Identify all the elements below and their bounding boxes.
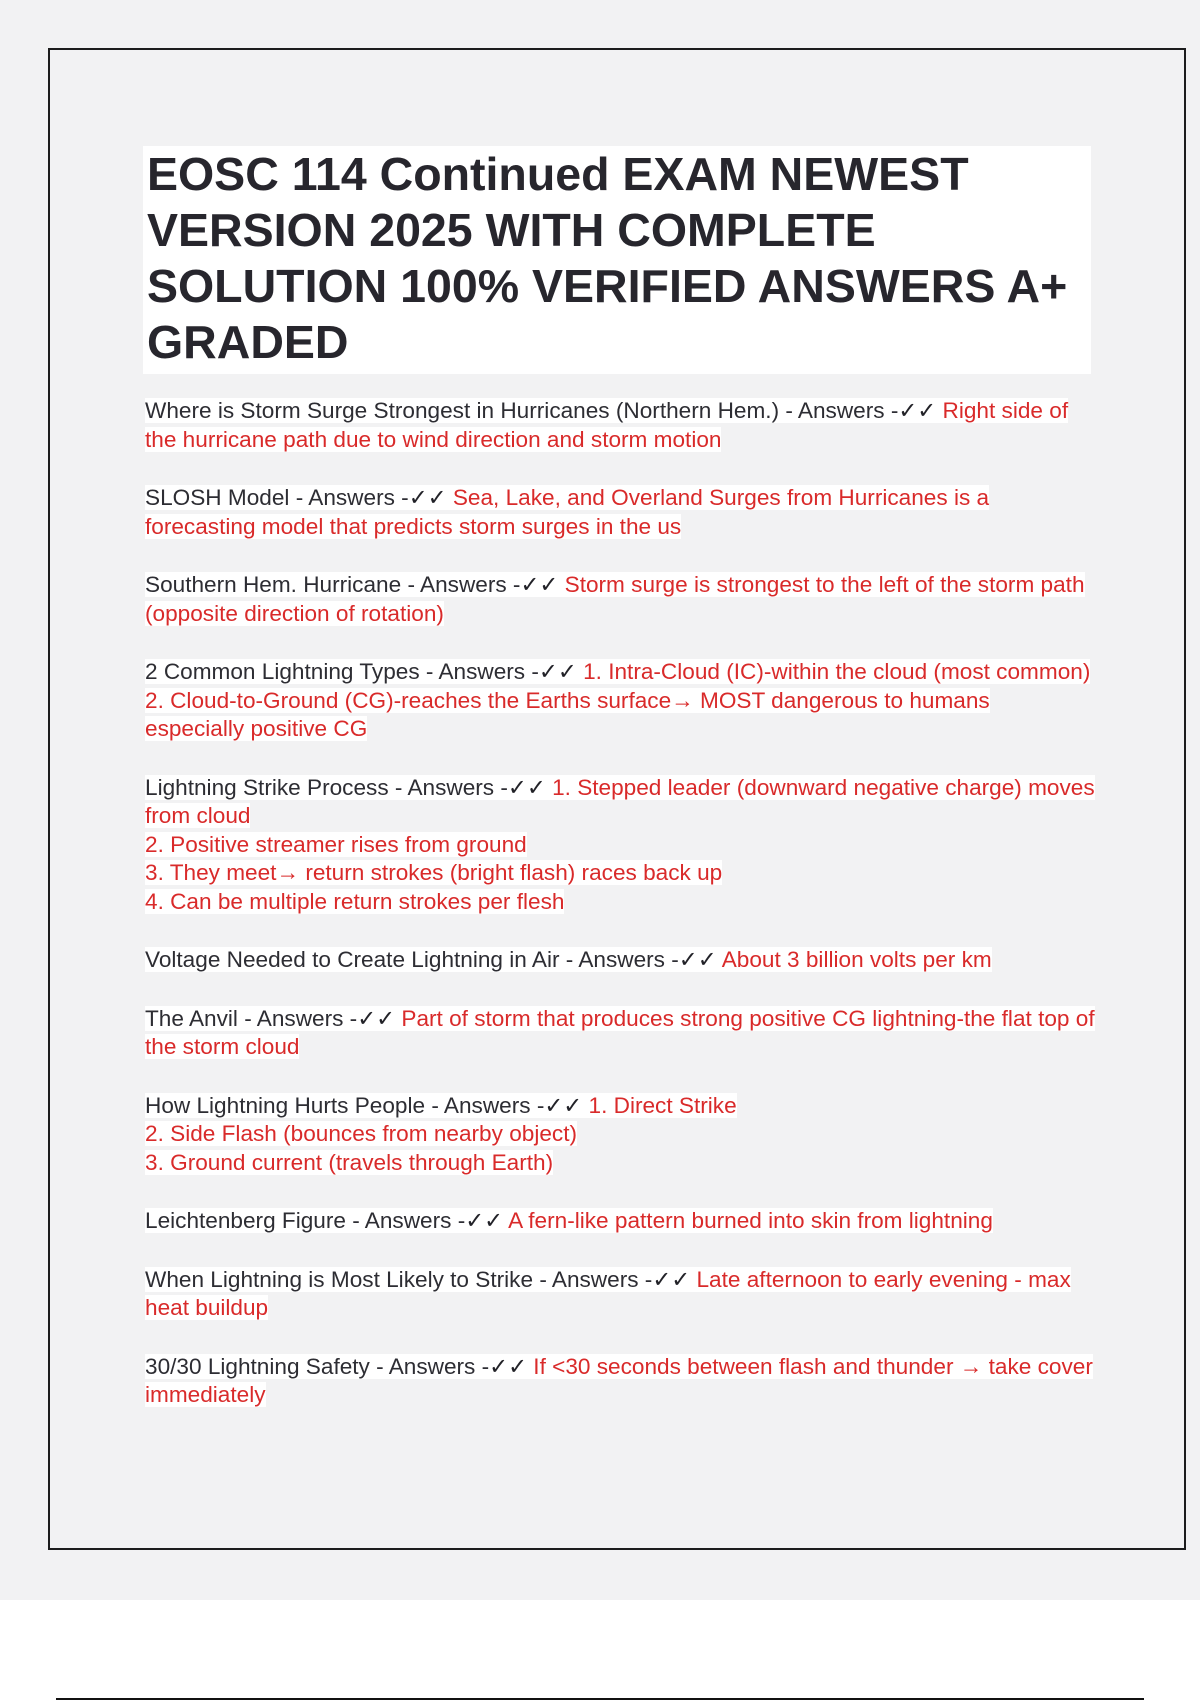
answer-line: Part of storm that produces strong positive CG lightning-the flat top of the storm cloud	[145, 1005, 1095, 1059]
answer-line: 1. Intra-Cloud (IC)-within the cloud (most common)	[583, 659, 1091, 684]
document-title: EOSC 114 Continued EXAM NEWEST VERSION 2025 WITH COMPLETE SOLUTION 100% VERIFIED ANSWERS A+ GRADED	[147, 148, 1068, 368]
answer-separator: - Answers -	[401, 572, 521, 597]
answer-separator: - Answers -	[419, 659, 539, 684]
answer-line: Late afternoon to early evening - max heat buildup	[145, 1266, 1071, 1320]
answer-line: 1. Stepped leader (downward negative charge) moves from cloud	[145, 774, 1095, 828]
qa-item	[145, 571, 1095, 628]
checkmark-icon: ✓✓	[507, 774, 546, 800]
checkmark-icon: ✓✓	[489, 1353, 528, 1379]
answer-separator: - Answers -	[559, 947, 679, 972]
qa-item	[145, 1207, 1095, 1236]
answer-line: 2. Positive streamer rises from ground	[145, 831, 527, 857]
checkmark-icon: ✓✓	[544, 1092, 583, 1118]
qa-item	[145, 1005, 1095, 1062]
checkmark-icon: ✓✓	[408, 485, 447, 510]
qa-item	[145, 1266, 1095, 1323]
checkmark-icon: ✓✓	[678, 947, 717, 972]
answer-line: A fern-like pattern burned into skin from lightning	[508, 1208, 993, 1233]
answer-line: 3. They meet→ return strokes (bright flash) races back up	[145, 860, 723, 885]
qa-item	[145, 484, 1095, 541]
question-text: When Lightning is Most Likely to Strike	[145, 1266, 534, 1292]
answer-separator: - Answers -	[425, 1092, 545, 1118]
answer-separator: - Answers -	[388, 774, 508, 800]
answer-separator: - Answers -	[533, 1266, 653, 1292]
qa-item	[145, 658, 1095, 744]
answer-line: About 3 billion volts per km	[721, 947, 992, 972]
question-text: Where is Storm Surge Strongest in Hurricanes (Northern Hem.)	[145, 398, 780, 423]
document-title-block	[143, 146, 1091, 374]
answer-separator: - Answers -	[289, 485, 409, 510]
question-text: The Anvil	[145, 1005, 238, 1031]
answer-line: Right side of the hurricane path due to wind direction and storm motion	[145, 398, 1069, 452]
question-text: 30/30 Lightning Safety	[145, 1353, 370, 1379]
qa-item	[145, 774, 1095, 917]
answer-separator: - Answers -	[779, 398, 899, 423]
answer-line: 2. Side Flash (bounces from nearby object)	[145, 1121, 578, 1146]
qa-item	[145, 1092, 1095, 1178]
answer-line: Storm surge is strongest to the left of the storm path (opposite direction of rotation)	[145, 572, 1085, 626]
answer-line: 3. Ground current (travels through Earth)	[145, 1149, 554, 1175]
qa-list	[145, 397, 1095, 1440]
checkmark-icon: ✓✓	[652, 1266, 691, 1292]
answer-line: Sea, Lake, and Overland Surges from Hurricanes is a forecasting model that predicts storm surges in the us	[145, 485, 990, 539]
qa-item	[145, 946, 1095, 975]
checkmark-icon: ✓✓	[538, 659, 577, 684]
question-text: Leichtenberg Figure	[145, 1208, 346, 1233]
answer-line: 2. Cloud-to-Ground (CG)-reaches the Earths surface→ MOST dangerous to humans especially positive CG	[145, 687, 990, 741]
qa-item	[145, 397, 1095, 454]
answer-line: 4. Can be multiple return strokes per flesh	[145, 888, 565, 914]
question-text: Lightning Strike Process	[145, 774, 389, 800]
checkmark-icon: ✓✓	[898, 398, 937, 423]
answer-separator: - Answers -	[369, 1353, 490, 1379]
checkmark-icon: ✓✓	[465, 1208, 504, 1233]
answer-separator: - Answers -	[345, 1208, 466, 1233]
question-text: Southern Hem. Hurricane	[145, 572, 402, 597]
qa-item	[145, 1353, 1095, 1410]
answer-line: 1. Direct Strike	[588, 1092, 737, 1118]
question-text: How Lightning Hurts People	[145, 1092, 426, 1118]
question-text: SLOSH Model	[145, 485, 290, 510]
checkmark-icon: ✓✓	[520, 572, 559, 597]
checkmark-icon: ✓✓	[357, 1005, 396, 1031]
answer-line: If <30 seconds between flash and thunder → take cover immediately	[145, 1353, 1093, 1407]
question-text: Voltage Needed to Create Lightning in Air	[145, 947, 560, 972]
question-text: 2 Common Lightning Types	[145, 659, 420, 684]
answer-separator: - Answers -	[237, 1005, 358, 1031]
